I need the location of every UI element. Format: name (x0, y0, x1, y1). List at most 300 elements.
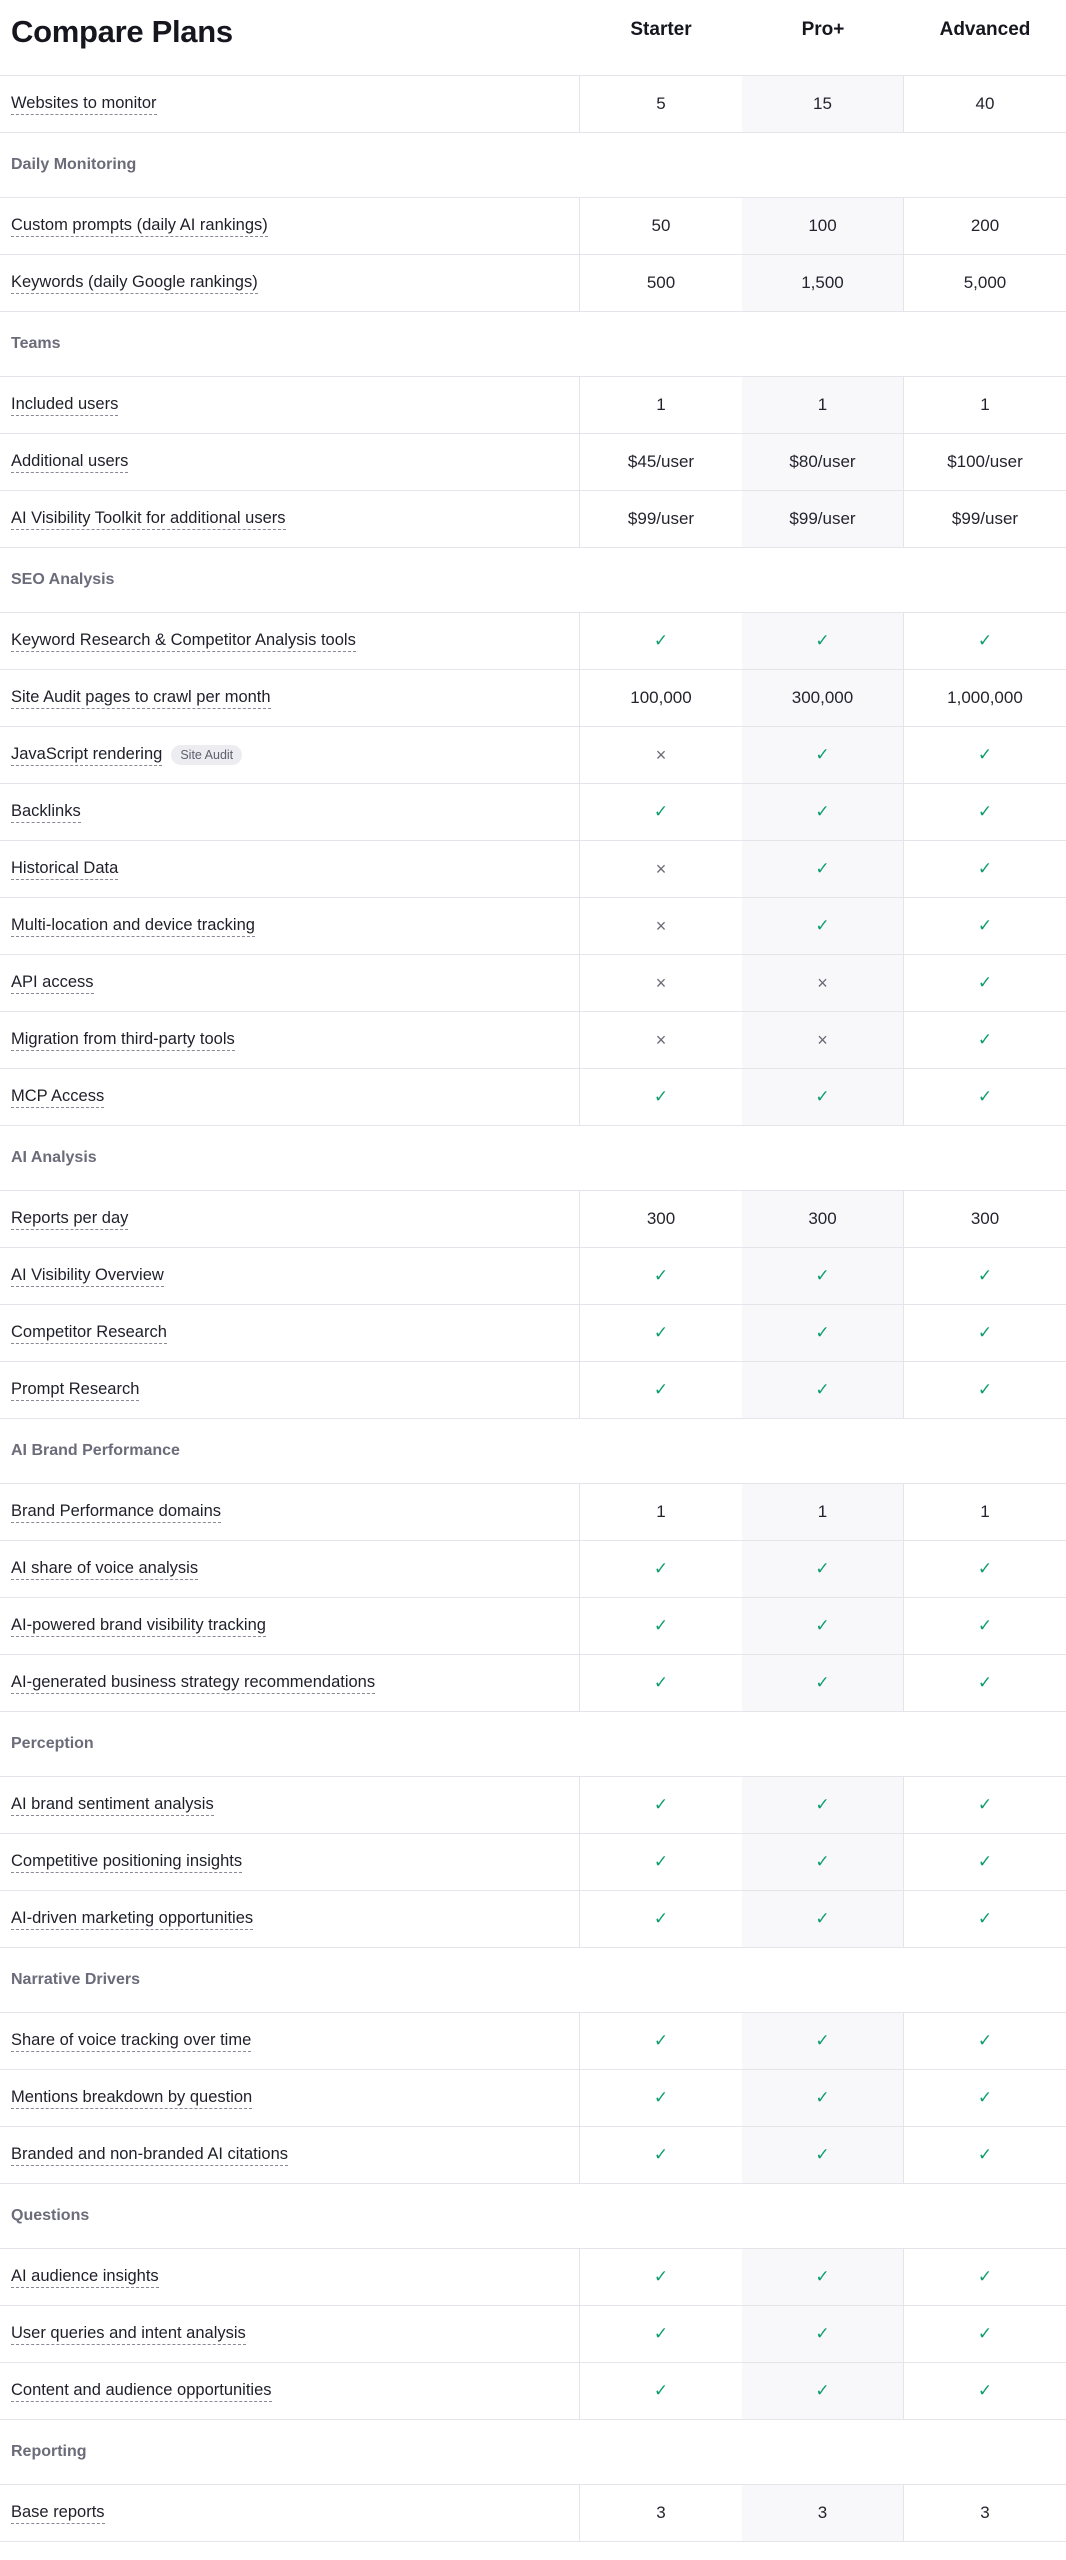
value-text: 1 (980, 395, 990, 414)
table-row (0, 1541, 1066, 1598)
value-cell-starter (580, 1305, 742, 1361)
feature-cell (0, 1191, 580, 1247)
table-row (0, 1191, 1066, 1248)
table-row (0, 2306, 1066, 2363)
feature-badge: Site Audit (171, 745, 242, 765)
value-cell-starter (580, 377, 742, 433)
check-icon: ✓ (815, 859, 830, 878)
check-icon: ✓ (653, 1559, 669, 1578)
value-text: $80/user (789, 452, 856, 471)
value-cell-pro-plus (742, 2485, 904, 2541)
feature-label[interactable]: AI brand sentiment analysis (11, 1794, 214, 1816)
value-text: 100,000 (630, 688, 692, 707)
check-icon: ✓ (653, 802, 669, 821)
value-cell-advanced (904, 198, 1066, 254)
check-icon: ✓ (977, 1795, 993, 1814)
value-text: $45/user (627, 452, 695, 471)
value-cell-advanced (904, 1655, 1066, 1711)
feature-cell (0, 955, 580, 1011)
check-icon: ✓ (815, 1852, 830, 1871)
section-title: AI Brand Performance (11, 1442, 180, 1459)
check-icon: ✓ (977, 2324, 993, 2343)
feature-cell (0, 2363, 580, 2419)
feature-label[interactable]: Brand Performance domains (11, 1501, 221, 1523)
check-icon: ✓ (815, 1909, 830, 1928)
feature-label[interactable]: Multi-location and device tracking (11, 915, 255, 937)
value-text: 200 (970, 216, 1000, 235)
table-header (0, 0, 1066, 76)
feature-cell (0, 1598, 580, 1654)
check-icon: ✓ (653, 1852, 669, 1871)
check-icon: ✓ (977, 1030, 993, 1049)
value-text: 300 (970, 1209, 1000, 1228)
check-icon: ✓ (815, 2088, 830, 2107)
feature-label[interactable]: Prompt Research (11, 1379, 139, 1401)
check-icon: ✓ (977, 2267, 993, 2286)
feature-label[interactable]: AI-driven marketing opportunities (11, 1908, 253, 1930)
feature-cell (0, 377, 580, 433)
value-cell-advanced (904, 2363, 1066, 2419)
value-cell-pro-plus (742, 841, 904, 897)
value-cell-starter (580, 198, 742, 254)
check-icon: ✓ (653, 2381, 669, 2400)
feature-label[interactable]: AI audience insights (11, 2266, 159, 2288)
feature-label[interactable]: User queries and intent analysis (11, 2323, 246, 2345)
value-cell-pro-plus (742, 1655, 904, 1711)
check-icon: ✓ (815, 1795, 830, 1814)
value-cell-starter (580, 1191, 742, 1247)
check-icon: ✓ (977, 2381, 993, 2400)
section-title: AI Analysis (11, 1149, 97, 1166)
feature-label[interactable]: Site Audit pages to crawl per month (11, 687, 271, 709)
check-icon: ✓ (977, 1323, 993, 1342)
table-row (0, 784, 1066, 841)
value-cell-advanced (904, 2127, 1066, 2183)
feature-label[interactable]: Mentions breakdown by question (11, 2087, 252, 2109)
feature-cell (0, 1655, 580, 1711)
feature-cell (0, 1248, 580, 1304)
feature-label[interactable]: Backlinks (11, 801, 81, 823)
value-cell-pro-plus (742, 670, 904, 726)
plan-header-advanced: Advanced (939, 18, 1031, 40)
check-icon: ✓ (815, 1266, 830, 1285)
check-icon: ✓ (977, 1559, 993, 1578)
value-text: $99/user (627, 509, 695, 528)
value-cell-pro-plus (742, 2070, 904, 2126)
feature-cell (0, 1362, 580, 1418)
section-title: Daily Monitoring (11, 156, 137, 173)
table-row (0, 613, 1066, 670)
cross-icon: × (655, 915, 667, 936)
value-cell-advanced (904, 1191, 1066, 1247)
value-cell-starter (580, 1248, 742, 1304)
feature-cell (0, 784, 580, 840)
check-icon: ✓ (977, 2145, 993, 2164)
check-icon: ✓ (653, 1323, 669, 1342)
feature-cell (0, 841, 580, 897)
feature-label[interactable]: AI-powered brand visibility tracking (11, 1615, 266, 1637)
check-icon: ✓ (653, 1087, 669, 1106)
value-cell-advanced (904, 377, 1066, 433)
check-icon: ✓ (815, 2267, 830, 2286)
check-icon: ✓ (977, 1266, 993, 1285)
value-cell-starter (580, 955, 742, 1011)
table-row (0, 727, 1066, 784)
feature-label[interactable]: AI Visibility Toolkit for additional users (11, 508, 286, 530)
cross-icon: × (817, 972, 828, 993)
value-text: $100/user (947, 452, 1023, 471)
check-icon: ✓ (815, 2145, 830, 2164)
value-cell-pro-plus (742, 434, 904, 490)
feature-label[interactable]: Included users (11, 394, 118, 416)
value-cell-starter (580, 1362, 742, 1418)
table-row (0, 670, 1066, 727)
check-icon: ✓ (977, 973, 993, 992)
check-icon: ✓ (977, 1673, 993, 1692)
feature-label[interactable]: Branded and non-branded AI citations (11, 2144, 288, 2166)
table-row (0, 1834, 1066, 1891)
table-row (0, 1069, 1066, 1126)
table-row (0, 434, 1066, 491)
section-title: Perception (11, 1735, 94, 1752)
value-text: 3 (817, 2503, 828, 2522)
feature-cell (0, 2249, 580, 2305)
value-cell-pro-plus (742, 1012, 904, 1068)
comparison-table-body (0, 76, 1066, 2542)
value-text: 1,000,000 (947, 688, 1023, 707)
section-title: Narrative Drivers (11, 1971, 140, 1988)
table-row (0, 1248, 1066, 1305)
value-cell-pro-plus (742, 2306, 904, 2362)
check-icon: ✓ (815, 745, 830, 764)
feature-label[interactable]: Competitive positioning insights (11, 1851, 242, 1873)
table-row (0, 841, 1066, 898)
value-cell-pro-plus (742, 2013, 904, 2069)
value-text: 100 (808, 216, 837, 235)
value-cell-starter (580, 841, 742, 897)
check-icon: ✓ (653, 1616, 669, 1635)
value-cell-advanced (904, 76, 1066, 132)
value-text: 5,000 (963, 273, 1007, 292)
table-row (0, 76, 1066, 133)
table-row (0, 2249, 1066, 2306)
value-cell-starter (580, 2485, 742, 2541)
section-header (0, 2420, 1066, 2485)
check-icon: ✓ (653, 2145, 669, 2164)
table-row (0, 198, 1066, 255)
value-cell-pro-plus (742, 1541, 904, 1597)
value-cell-advanced (904, 1891, 1066, 1947)
table-row (0, 2013, 1066, 2070)
value-cell-starter (580, 613, 742, 669)
value-cell-pro-plus (742, 727, 904, 783)
feature-cell (0, 1891, 580, 1947)
check-icon: ✓ (977, 802, 993, 821)
value-cell-starter (580, 1777, 742, 1833)
feature-cell (0, 2127, 580, 2183)
feature-cell (0, 898, 580, 954)
check-icon: ✓ (653, 631, 669, 650)
value-cell-starter (580, 2013, 742, 2069)
section-header (0, 2184, 1066, 2249)
value-cell-starter (580, 1541, 742, 1597)
value-cell-pro-plus (742, 1069, 904, 1125)
section-header (0, 1419, 1066, 1484)
value-cell-advanced (904, 2249, 1066, 2305)
value-cell-advanced (904, 491, 1066, 547)
value-cell-advanced (904, 434, 1066, 490)
value-cell-starter (580, 255, 742, 311)
check-icon: ✓ (653, 2031, 669, 2050)
value-cell-pro-plus (742, 1484, 904, 1540)
feature-cell (0, 2013, 580, 2069)
feature-label[interactable]: AI-generated business strategy recommendations (11, 1672, 375, 1694)
feature-cell (0, 670, 580, 726)
check-icon: ✓ (815, 916, 830, 935)
table-row (0, 955, 1066, 1012)
value-cell-starter (580, 1598, 742, 1654)
table-row (0, 1891, 1066, 1948)
value-cell-starter (580, 2127, 742, 2183)
feature-cell (0, 255, 580, 311)
check-icon: ✓ (653, 1795, 669, 1814)
section-title: Reporting (11, 2443, 87, 2460)
feature-cell (0, 434, 580, 490)
value-cell-advanced (904, 1484, 1066, 1540)
feature-label[interactable]: Custom prompts (daily AI rankings) (11, 215, 268, 237)
value-cell-advanced (904, 841, 1066, 897)
feature-label[interactable]: Historical Data (11, 858, 118, 880)
table-row (0, 491, 1066, 548)
feature-label[interactable]: Websites to monitor (11, 93, 157, 115)
value-cell-starter (580, 76, 742, 132)
value-text: $99/user (789, 509, 856, 528)
plan-header-pro-plus: Pro+ (801, 18, 845, 40)
value-cell-pro-plus (742, 1362, 904, 1418)
feature-cell (0, 1484, 580, 1540)
value-text: 300 (808, 1209, 837, 1228)
check-icon: ✓ (815, 2324, 830, 2343)
feature-label[interactable]: AI Visibility Overview (11, 1265, 164, 1287)
table-row (0, 1655, 1066, 1712)
check-icon: ✓ (977, 916, 993, 935)
section-header (0, 1126, 1066, 1191)
table-row (0, 898, 1066, 955)
value-cell-advanced (904, 255, 1066, 311)
check-icon: ✓ (977, 2031, 993, 2050)
feature-label[interactable]: Reports per day (11, 1208, 128, 1230)
value-cell-advanced (904, 1305, 1066, 1361)
check-icon: ✓ (653, 2324, 669, 2343)
value-text: 1 (817, 1502, 828, 1521)
feature-label[interactable]: Competitor Research (11, 1322, 167, 1344)
value-cell-starter (580, 434, 742, 490)
title-cell (0, 0, 580, 75)
value-cell-starter (580, 1655, 742, 1711)
check-icon: ✓ (653, 1909, 669, 1928)
value-cell-advanced (904, 1362, 1066, 1418)
cross-icon: × (655, 858, 667, 879)
value-cell-advanced (904, 727, 1066, 783)
check-icon: ✓ (653, 2088, 669, 2107)
check-icon: ✓ (653, 1380, 669, 1399)
value-cell-starter (580, 898, 742, 954)
check-icon: ✓ (977, 2088, 993, 2107)
value-cell-pro-plus (742, 898, 904, 954)
check-icon: ✓ (977, 1852, 993, 1871)
value-text: 3 (656, 2503, 666, 2522)
check-icon: ✓ (815, 1673, 830, 1692)
value-cell-advanced (904, 1777, 1066, 1833)
feature-label[interactable]: API access (11, 972, 94, 994)
value-cell-starter (580, 491, 742, 547)
section-header (0, 312, 1066, 377)
check-icon: ✓ (653, 1673, 669, 1692)
plan-header-starter: Starter (630, 18, 692, 40)
value-cell-pro-plus (742, 1305, 904, 1361)
check-icon: ✓ (977, 1616, 993, 1635)
feature-label[interactable]: AI share of voice analysis (11, 1558, 198, 1580)
value-cell-advanced (904, 613, 1066, 669)
table-row (0, 377, 1066, 434)
value-cell-pro-plus (742, 198, 904, 254)
feature-cell (0, 727, 580, 783)
section-header (0, 1948, 1066, 2013)
table-row (0, 1777, 1066, 1834)
feature-label[interactable]: Base reports (11, 2502, 105, 2524)
value-cell-pro-plus (742, 784, 904, 840)
value-text: 3 (980, 2503, 990, 2522)
value-cell-starter (580, 1484, 742, 1540)
value-text: 15 (813, 94, 832, 113)
feature-label[interactable]: Keywords (daily Google rankings) (11, 272, 258, 294)
value-cell-advanced (904, 1834, 1066, 1890)
table-row (0, 2127, 1066, 2184)
feature-cell (0, 613, 580, 669)
value-text: 1 (817, 395, 828, 414)
value-cell-advanced (904, 2306, 1066, 2362)
feature-cell (0, 2306, 580, 2362)
table-row (0, 1305, 1066, 1362)
table-row (0, 1598, 1066, 1655)
cross-icon: × (655, 1029, 667, 1050)
table-row (0, 2070, 1066, 2127)
value-cell-advanced (904, 2485, 1066, 2541)
check-icon: ✓ (977, 1087, 993, 1106)
section-header (0, 548, 1066, 613)
feature-label[interactable]: Share of voice tracking over time (11, 2030, 251, 2052)
value-cell-pro-plus (742, 1891, 904, 1947)
value-cell-pro-plus (742, 1777, 904, 1833)
value-cell-starter (580, 1012, 742, 1068)
section-title: Teams (11, 335, 61, 352)
value-cell-pro-plus (742, 76, 904, 132)
value-cell-starter (580, 2363, 742, 2419)
feature-label[interactable]: Additional users (11, 451, 128, 473)
value-cell-starter (580, 727, 742, 783)
feature-cell (0, 1012, 580, 1068)
feature-cell (0, 1069, 580, 1125)
value-cell-starter (580, 670, 742, 726)
value-cell-starter (580, 784, 742, 840)
feature-label[interactable]: Content and audience opportunities (11, 2380, 272, 2402)
check-icon: ✓ (977, 631, 993, 650)
section-header (0, 1712, 1066, 1777)
value-text: 1 (980, 1502, 990, 1521)
check-icon: ✓ (815, 1616, 830, 1635)
feature-label[interactable]: MCP Access (11, 1086, 104, 1108)
value-cell-advanced (904, 1069, 1066, 1125)
feature-cell (0, 1777, 580, 1833)
value-cell-advanced (904, 2013, 1066, 2069)
value-cell-advanced (904, 670, 1066, 726)
value-text: 40 (975, 94, 995, 113)
value-text: 50 (651, 216, 671, 235)
check-icon: ✓ (653, 1266, 669, 1285)
value-cell-pro-plus (742, 613, 904, 669)
feature-label[interactable]: JavaScript rendering (11, 744, 162, 766)
table-row (0, 2363, 1066, 2420)
value-text: 5 (656, 94, 666, 113)
value-cell-starter (580, 1834, 742, 1890)
feature-cell (0, 198, 580, 254)
check-icon: ✓ (815, 2031, 830, 2050)
value-cell-pro-plus (742, 2249, 904, 2305)
value-cell-advanced (904, 784, 1066, 840)
section-title: Questions (11, 2207, 90, 2224)
value-cell-starter (580, 2306, 742, 2362)
value-cell-starter (580, 1069, 742, 1125)
value-cell-advanced (904, 1248, 1066, 1304)
value-cell-pro-plus (742, 1248, 904, 1304)
check-icon: ✓ (815, 1559, 830, 1578)
table-row (0, 255, 1066, 312)
check-icon: ✓ (815, 2381, 830, 2400)
feature-label[interactable]: Migration from third-party tools (11, 1029, 235, 1051)
feature-cell (0, 2070, 580, 2126)
check-icon: ✓ (815, 1380, 830, 1399)
feature-cell (0, 2485, 580, 2541)
value-cell-advanced (904, 1541, 1066, 1597)
check-icon: ✓ (977, 1380, 993, 1399)
feature-label[interactable]: Keyword Research & Competitor Analysis tools (11, 630, 356, 652)
page-title: Compare Plans (11, 13, 233, 49)
value-cell-starter (580, 2070, 742, 2126)
check-icon: ✓ (815, 1323, 830, 1342)
value-cell-pro-plus (742, 2363, 904, 2419)
table-row (0, 1012, 1066, 1069)
value-cell-pro-plus (742, 491, 904, 547)
check-icon: ✓ (653, 2267, 669, 2286)
feature-cell (0, 1834, 580, 1890)
value-cell-advanced (904, 2070, 1066, 2126)
check-icon: ✓ (815, 631, 830, 650)
check-icon: ✓ (977, 1909, 993, 1928)
value-cell-advanced (904, 898, 1066, 954)
value-cell-pro-plus (742, 1598, 904, 1654)
check-icon: ✓ (977, 859, 993, 878)
value-text: $99/user (951, 509, 1019, 528)
value-text: 500 (646, 273, 676, 292)
cross-icon: × (655, 972, 667, 993)
table-row (0, 1362, 1066, 1419)
section-title: SEO Analysis (11, 571, 115, 588)
value-text: 1 (656, 1502, 666, 1521)
feature-cell (0, 1541, 580, 1597)
value-cell-advanced (904, 1012, 1066, 1068)
value-cell-advanced (904, 955, 1066, 1011)
feature-cell (0, 1305, 580, 1361)
